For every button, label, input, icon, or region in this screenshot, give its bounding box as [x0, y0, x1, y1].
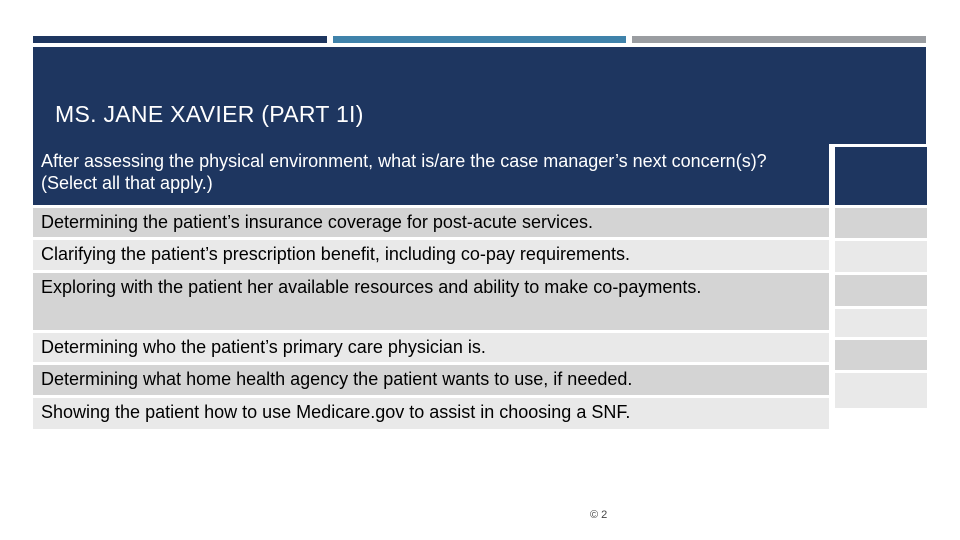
side-block: [835, 373, 927, 408]
side-block: [835, 309, 927, 337]
side-block: [835, 208, 927, 238]
side-block: [835, 241, 927, 272]
side-block-header: [835, 147, 927, 205]
side-block: [835, 340, 927, 370]
accent-bar-navy: [33, 36, 327, 43]
side-block: [835, 275, 927, 306]
slide-title: MS. JANE XAVIER (PART 1I): [55, 101, 364, 127]
slide-number: © 2: [590, 509, 608, 521]
answer-option[interactable]: Showing the patient how to use Medicare.gov to assist in choosing a SNF.: [33, 398, 829, 429]
question-header: After assessing the physical environment, what is/are the case manager’s next concern(s)? (Select all that apply.): [33, 144, 829, 205]
accent-bar-blue: [333, 36, 626, 43]
question-table: [33, 144, 829, 432]
answer-option[interactable]: Determining the patient’s insurance coverage for post-acute services.: [33, 208, 829, 237]
answer-option[interactable]: Determining who the patient’s primary care physician is.: [33, 333, 829, 362]
answer-option[interactable]: Exploring with the patient her available resources and ability to make co-payments.: [33, 273, 829, 330]
answer-option[interactable]: Determining what home health agency the patient wants to use, if needed.: [33, 365, 829, 395]
answer-option[interactable]: Clarifying the patient’s prescription benefit, including co-pay requirements.: [33, 240, 829, 270]
title-band: [33, 47, 926, 144]
accent-bar-gray: [632, 36, 926, 43]
